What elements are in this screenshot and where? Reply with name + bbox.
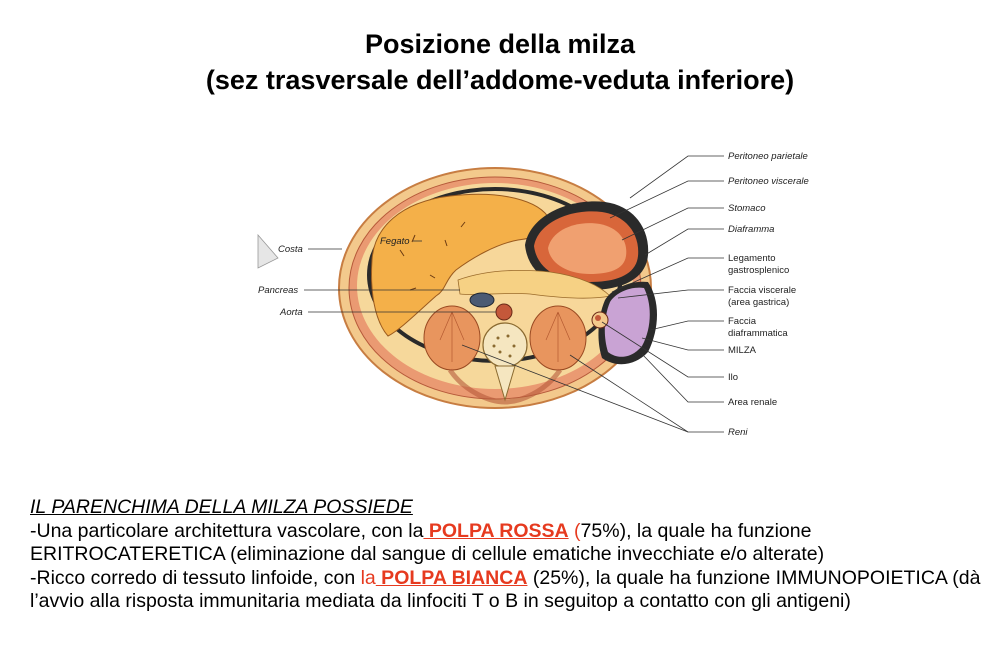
label-fegato: Fegato (380, 236, 410, 247)
parenchyma-description (30, 496, 990, 614)
p1-text-a: -Una particolare architettura vascolare, con la (30, 519, 424, 542)
splenic-artery (595, 315, 601, 321)
p1-paren: ( (568, 519, 581, 542)
label-ilo: Ilo (728, 372, 739, 383)
rib-marker (258, 235, 278, 268)
inferior-vena-cava (470, 293, 494, 307)
label-diaframma: Diaframma (728, 224, 775, 235)
title-line-2: (sez trasversale dell’addome-veduta inferiore) (205, 65, 795, 95)
label-pancreas: Pancreas (258, 285, 299, 296)
title-line-1: Posizione della milza (364, 29, 636, 59)
label-legamento-2: gastrosplenico (728, 265, 790, 276)
polpa-bianca-term: POLPA BIANCA (375, 566, 528, 589)
label-faccia-viscerale-1: Faccia viscerale (728, 285, 797, 296)
p2-text-a: -Ricco corredo di tessuto linfoide, con (30, 566, 361, 589)
label-faccia-diaframmatica-1: Faccia (728, 316, 756, 327)
label-faccia-diaframmatica-2: diaframmatica (728, 328, 788, 339)
p1-text-d: 75%), la quale ha funzione ERITROCATERETICA (eliminazione dal sangue di cellule ematiche invecchiate e/o alterate) (30, 519, 825, 565)
paragraph-red-pulp (30, 520, 990, 567)
label-aorta: Aorta (280, 307, 303, 318)
abdomen-cross-section-diagram (250, 140, 810, 445)
label-area-renale: Area renale (728, 397, 778, 408)
paragraph-white-pulp (30, 567, 990, 614)
p2-text-d: (25%), la quale ha funzione IMMUNOPOIETICA (dà l’avvio alla risposta immunitaria mediata da linfociti T o B in seguitop a contatto con gli antigeni) (30, 566, 981, 612)
aorta (496, 304, 512, 320)
label-stomaco: Stomaco (728, 203, 766, 214)
vertebral-body (483, 323, 527, 367)
label-legamento-1: Legamento (728, 253, 776, 264)
label-milza: MILZA (728, 345, 756, 356)
polpa-rossa-term: POLPA ROSSA (423, 519, 569, 542)
label-peritoneo-viscerale: Peritoneo viscerale (728, 176, 809, 187)
p2-la: la (360, 566, 376, 589)
label-costa: Costa (278, 244, 303, 255)
section-heading: IL PARENCHIMA DELLA MILZA POSSIEDE (30, 496, 413, 518)
label-peritoneo-parietale: Peritoneo parietale (728, 151, 808, 162)
label-faccia-viscerale-2: (area gastrica) (728, 297, 790, 308)
label-reni: Reni (728, 427, 748, 438)
slide-title (0, 26, 1000, 98)
